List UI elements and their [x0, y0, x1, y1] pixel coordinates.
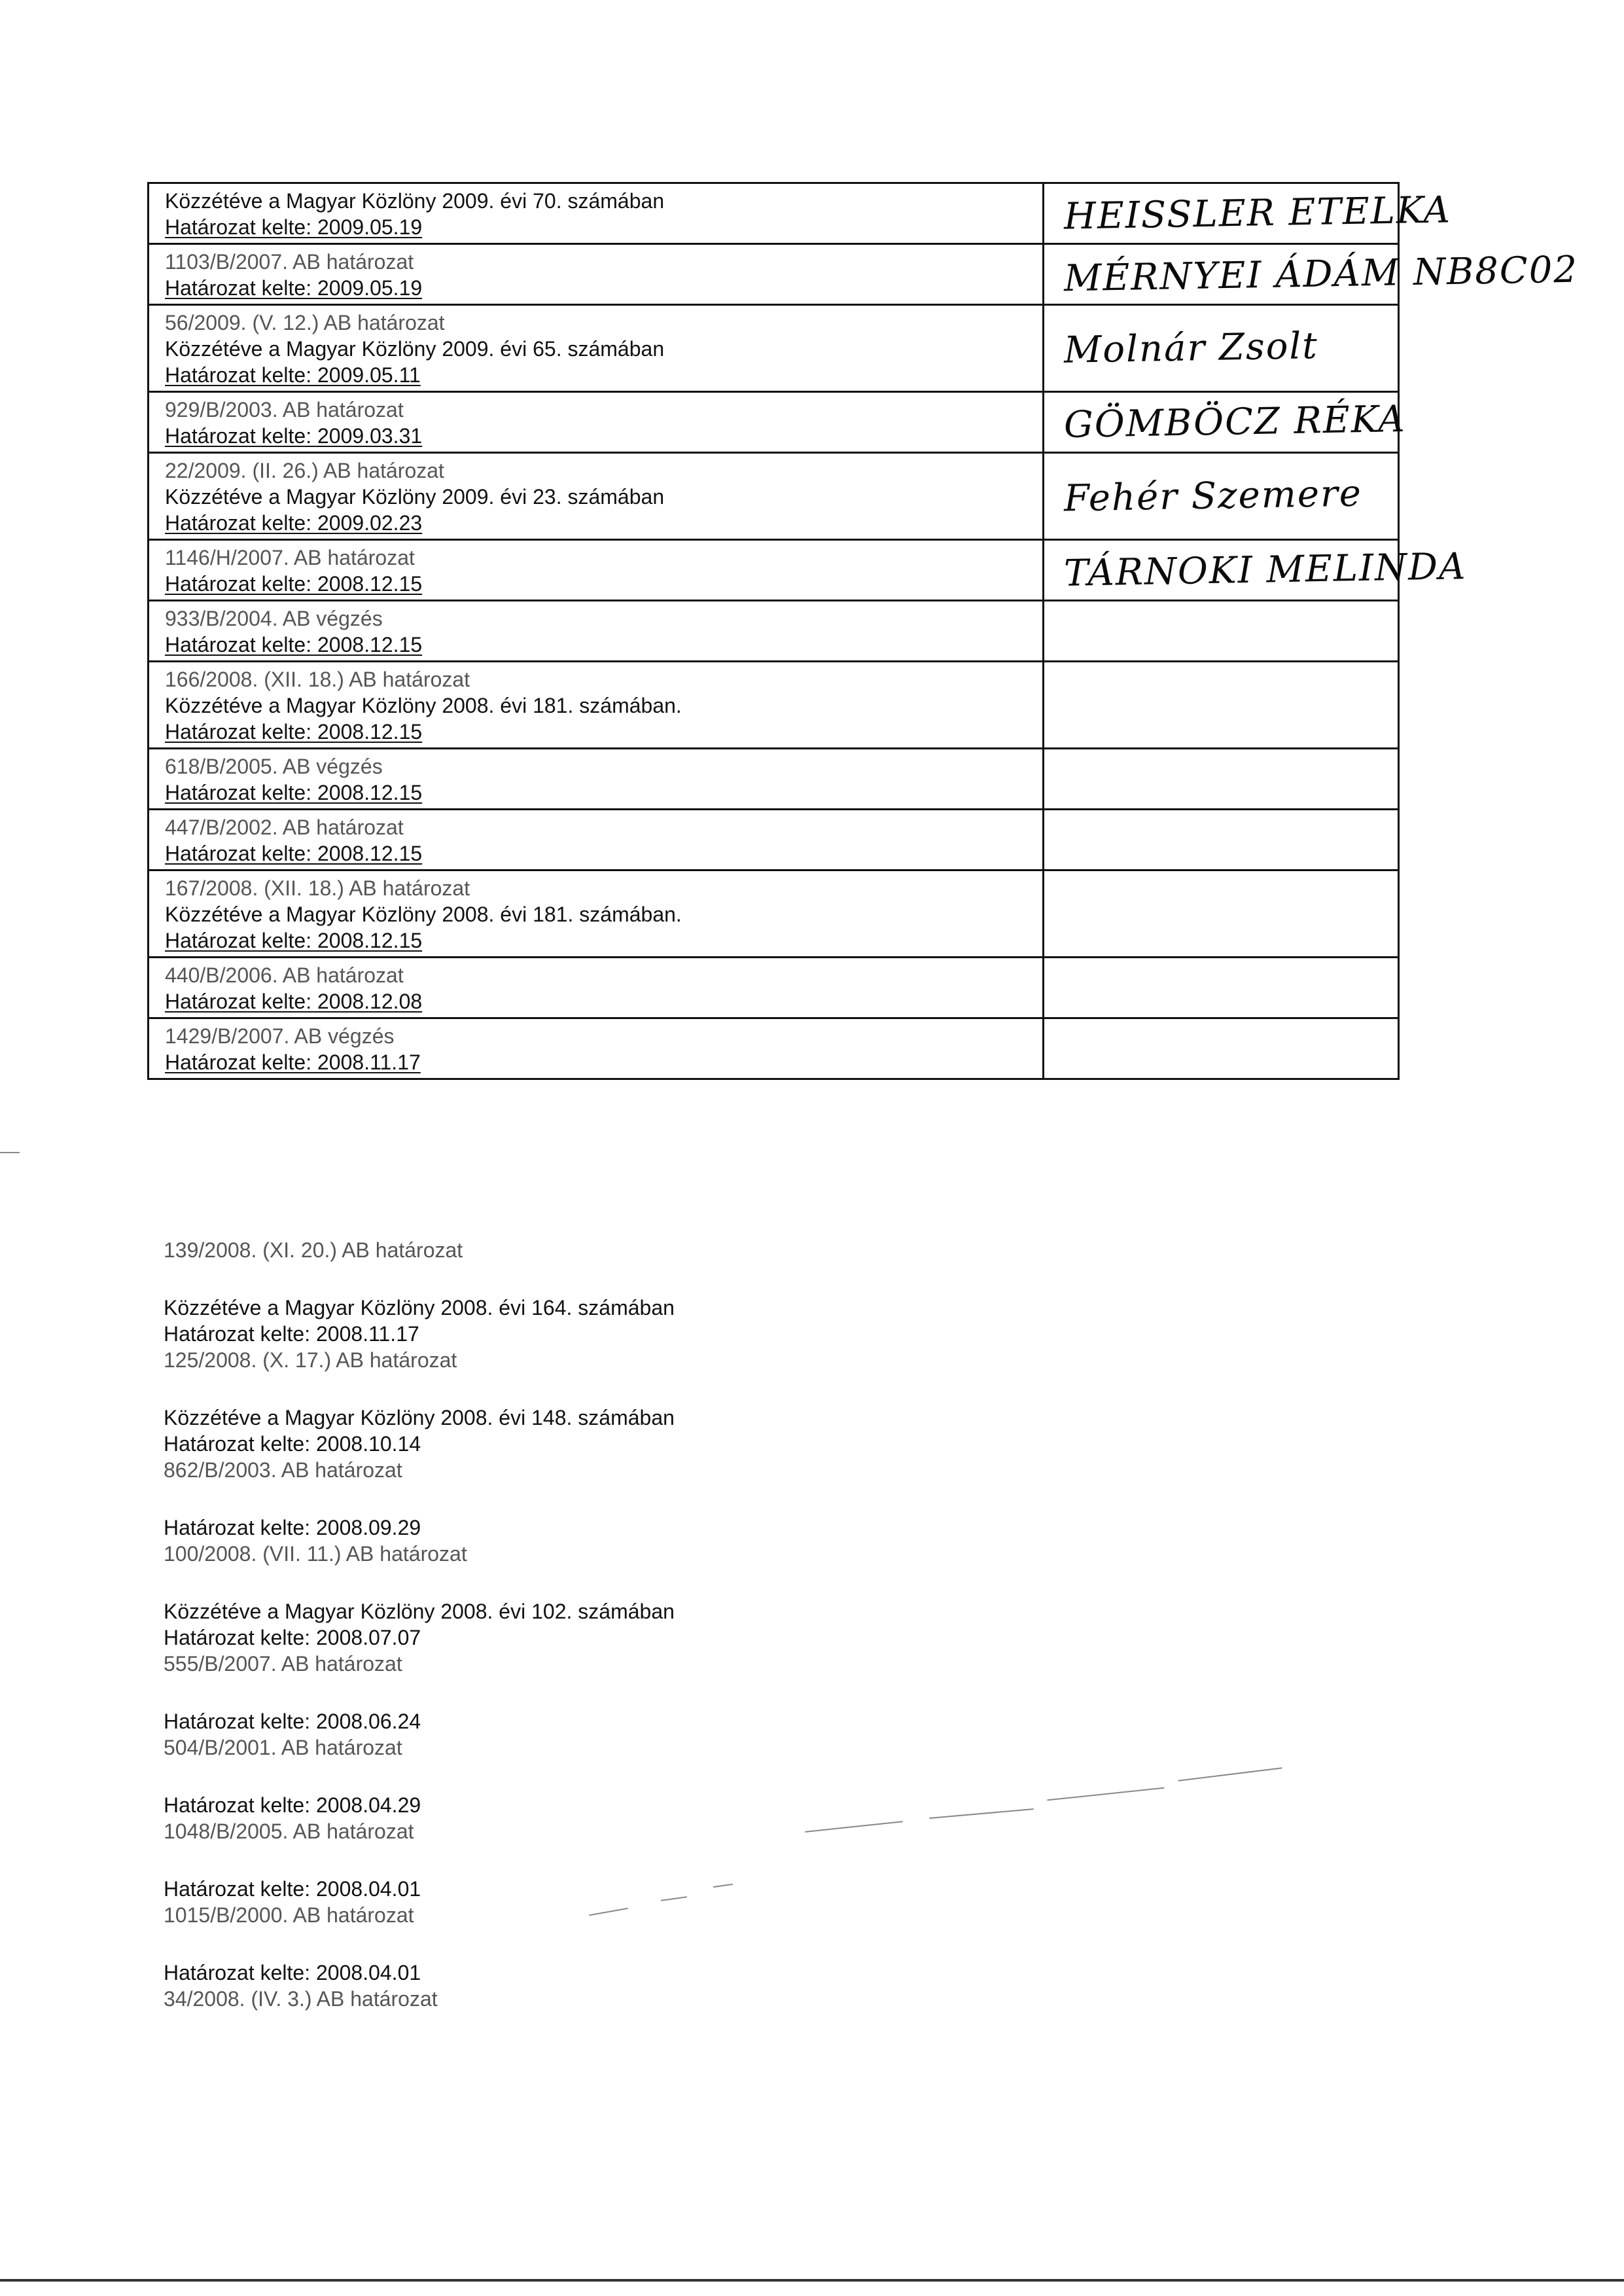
decision-reference: 56/2009. (V. 12.) AB határozat	[165, 311, 445, 334]
signature-cell	[1044, 541, 1467, 600]
scan-edge	[0, 2279, 1624, 2282]
spacer	[164, 1373, 1145, 1405]
table-row	[149, 1019, 1398, 1078]
decision-cell	[149, 184, 1044, 243]
decision-cell	[149, 601, 1044, 660]
list-item	[164, 1708, 1145, 1761]
decision-cell	[149, 541, 1044, 600]
decision-reference: 1048/B/2005. AB határozat	[164, 1820, 414, 1843]
list-item	[164, 1405, 1145, 1483]
decision-date: Határozat kelte: 2008.12.15	[165, 720, 423, 744]
decision-date: Határozat kelte: 2008.11.17	[164, 1322, 419, 1346]
decision-date: Határozat kelte: 2009.02.23	[165, 511, 423, 535]
decision-reference: 618/B/2005. AB végzés	[165, 755, 383, 778]
decision-date: Határozat kelte: 2008.12.15	[165, 842, 423, 865]
list-item	[164, 1792, 1145, 1844]
list-item	[164, 1598, 1145, 1677]
decision-reference: 1146/H/2007. AB határozat	[165, 546, 415, 569]
handwritten-signature: MÉRNYEI ÁDÁM NB8C02	[1063, 248, 1579, 300]
decision-cell	[149, 662, 1044, 747]
decision-reference: 929/B/2003. AB határozat	[165, 398, 404, 422]
signature-cell	[1044, 1019, 1398, 1078]
decision-reference: 504/B/2001. AB határozat	[164, 1736, 402, 1759]
spacer	[164, 1483, 1145, 1515]
decision-date: Határozat kelte: 2008.10.14	[164, 1432, 421, 1456]
decision-cell	[149, 810, 1044, 869]
publication-note: Közzétéve a Magyar Közlöny 2009. évi 70. számában	[165, 189, 665, 213]
table-row	[149, 662, 1398, 749]
signature-cell	[1044, 810, 1398, 869]
handwritten-signature: HEISSLER ETELKA	[1063, 188, 1452, 238]
signature-cell	[1044, 601, 1398, 660]
signature-cell	[1044, 454, 1398, 539]
decision-date: Határozat kelte: 2009.05.19	[165, 276, 423, 300]
spacer	[164, 1844, 1145, 1876]
table-row	[149, 306, 1398, 393]
list-item	[164, 1515, 1145, 1567]
spacer	[164, 1567, 1145, 1598]
decision-reference: 139/2008. (XI. 20.) AB határozat	[164, 1238, 463, 1262]
decision-reference: 447/B/2002. AB határozat	[165, 816, 404, 839]
table-row	[149, 871, 1398, 958]
decision-date: Határozat kelte: 2008.09.29	[164, 1516, 421, 1539]
signature-cell	[1044, 749, 1398, 808]
decision-date: Határozat kelte: 2008.07.07	[164, 1626, 421, 1649]
signature-cell	[1044, 393, 1407, 452]
signature-table	[147, 182, 1579, 1080]
table-row	[149, 541, 1467, 601]
publication-note: Közzétéve a Magyar Közlöny 2009. évi 65. számában	[165, 337, 665, 361]
table-row	[149, 245, 1579, 306]
spacer	[164, 1761, 1145, 1792]
spacer	[164, 1263, 1145, 1295]
decision-reference: 1015/B/2000. AB határozat	[164, 1903, 414, 1927]
decision-reference: 862/B/2003. AB határozat	[164, 1458, 402, 1482]
decision-cell	[149, 958, 1044, 1017]
handwritten-signature: GÖMBÖCZ RÉKA	[1063, 397, 1407, 447]
signature-cell	[1044, 662, 1398, 747]
decision-cell	[149, 245, 1044, 304]
scan-mark	[1178, 1767, 1282, 1781]
publication-note: Közzétéve a Magyar Közlöny 2008. évi 181. számában.	[165, 903, 682, 926]
decision-cell	[149, 749, 1044, 808]
decision-date: Határozat kelte: 2009.03.31	[165, 424, 423, 448]
decision-cell	[149, 393, 1044, 452]
decision-reference: 555/B/2007. AB határozat	[164, 1652, 402, 1676]
list-item	[164, 1876, 1145, 1928]
signature-cell	[1044, 245, 1579, 304]
decision-reference: 933/B/2004. AB végzés	[165, 607, 383, 630]
list-item	[164, 1237, 1145, 1263]
decision-cell	[149, 1019, 1044, 1078]
decision-cell	[149, 454, 1044, 539]
scan-mark	[0, 1152, 20, 1153]
decision-date: Határozat kelte: 2008.11.17	[165, 1050, 421, 1074]
publication-note: Közzétéve a Magyar Közlöny 2008. évi 164. számában	[164, 1296, 675, 1319]
signature-cell	[1044, 871, 1398, 956]
decision-reference: 166/2008. (XII. 18.) AB határozat	[165, 668, 470, 691]
signature-cell	[1044, 306, 1398, 391]
decision-cell	[149, 871, 1044, 956]
handwritten-signature: Fehér Szemere	[1063, 472, 1363, 520]
decision-cell	[149, 306, 1044, 391]
decision-reference: 440/B/2006. AB határozat	[165, 963, 404, 987]
publication-note: Közzétéve a Magyar Közlöny 2008. évi 102. számában	[164, 1600, 675, 1623]
decision-date: Határozat kelte: 2008.12.15	[165, 929, 423, 952]
handwritten-signature: Molnár Zsolt	[1063, 325, 1319, 372]
decision-reference: 1429/B/2007. AB végzés	[165, 1024, 395, 1048]
decision-reference: 1103/B/2007. AB határozat	[165, 250, 414, 274]
table-row	[149, 810, 1398, 871]
decision-date: Határozat kelte: 2009.05.19	[165, 215, 423, 239]
table-row	[149, 601, 1398, 662]
decision-date: Határozat kelte: 2008.12.08	[165, 990, 423, 1013]
decision-date: Határozat kelte: 2009.05.11	[165, 363, 421, 387]
publication-note: Közzétéve a Magyar Közlöny 2008. évi 181. számában.	[165, 694, 682, 717]
handwritten-signature: TÁRNOKI MELINDA	[1063, 545, 1467, 595]
unsigned-list	[164, 1237, 1145, 2012]
decision-reference: 125/2008. (X. 17.) AB határozat	[164, 1348, 457, 1372]
table-row	[149, 454, 1398, 541]
decision-date: Határozat kelte: 2008.12.15	[165, 572, 423, 596]
decision-reference: 100/2008. (VII. 11.) AB határozat	[164, 1542, 467, 1566]
decision-reference: 34/2008. (IV. 3.) AB határozat	[164, 1987, 438, 2011]
decision-date: Határozat kelte: 2008.06.24	[164, 1710, 421, 1733]
spacer	[164, 1928, 1145, 1960]
signature-cell	[1044, 958, 1398, 1017]
decision-date: Határozat kelte: 2008.12.15	[165, 781, 423, 804]
table-row	[149, 393, 1407, 454]
decision-date: Határozat kelte: 2008.04.29	[164, 1793, 421, 1817]
publication-note: Közzétéve a Magyar Közlöny 2009. évi 23. számában	[165, 485, 665, 509]
table-row	[149, 958, 1398, 1019]
publication-note: Közzétéve a Magyar Közlöny 2008. évi 148. számában	[164, 1406, 675, 1429]
decision-reference: 22/2009. (II. 26.) AB határozat	[165, 459, 444, 482]
decision-reference: 167/2008. (XII. 18.) AB határozat	[165, 876, 470, 900]
spacer	[164, 1677, 1145, 1708]
decision-date: Határozat kelte: 2008.04.01	[164, 1877, 421, 1901]
table-row	[149, 749, 1398, 810]
table-row	[149, 184, 1452, 245]
decision-date: Határozat kelte: 2008.12.15	[165, 633, 423, 656]
decision-date: Határozat kelte: 2008.04.01	[164, 1961, 421, 1984]
list-item	[164, 1960, 1145, 2012]
signature-cell	[1044, 184, 1452, 243]
list-item	[164, 1295, 1145, 1373]
